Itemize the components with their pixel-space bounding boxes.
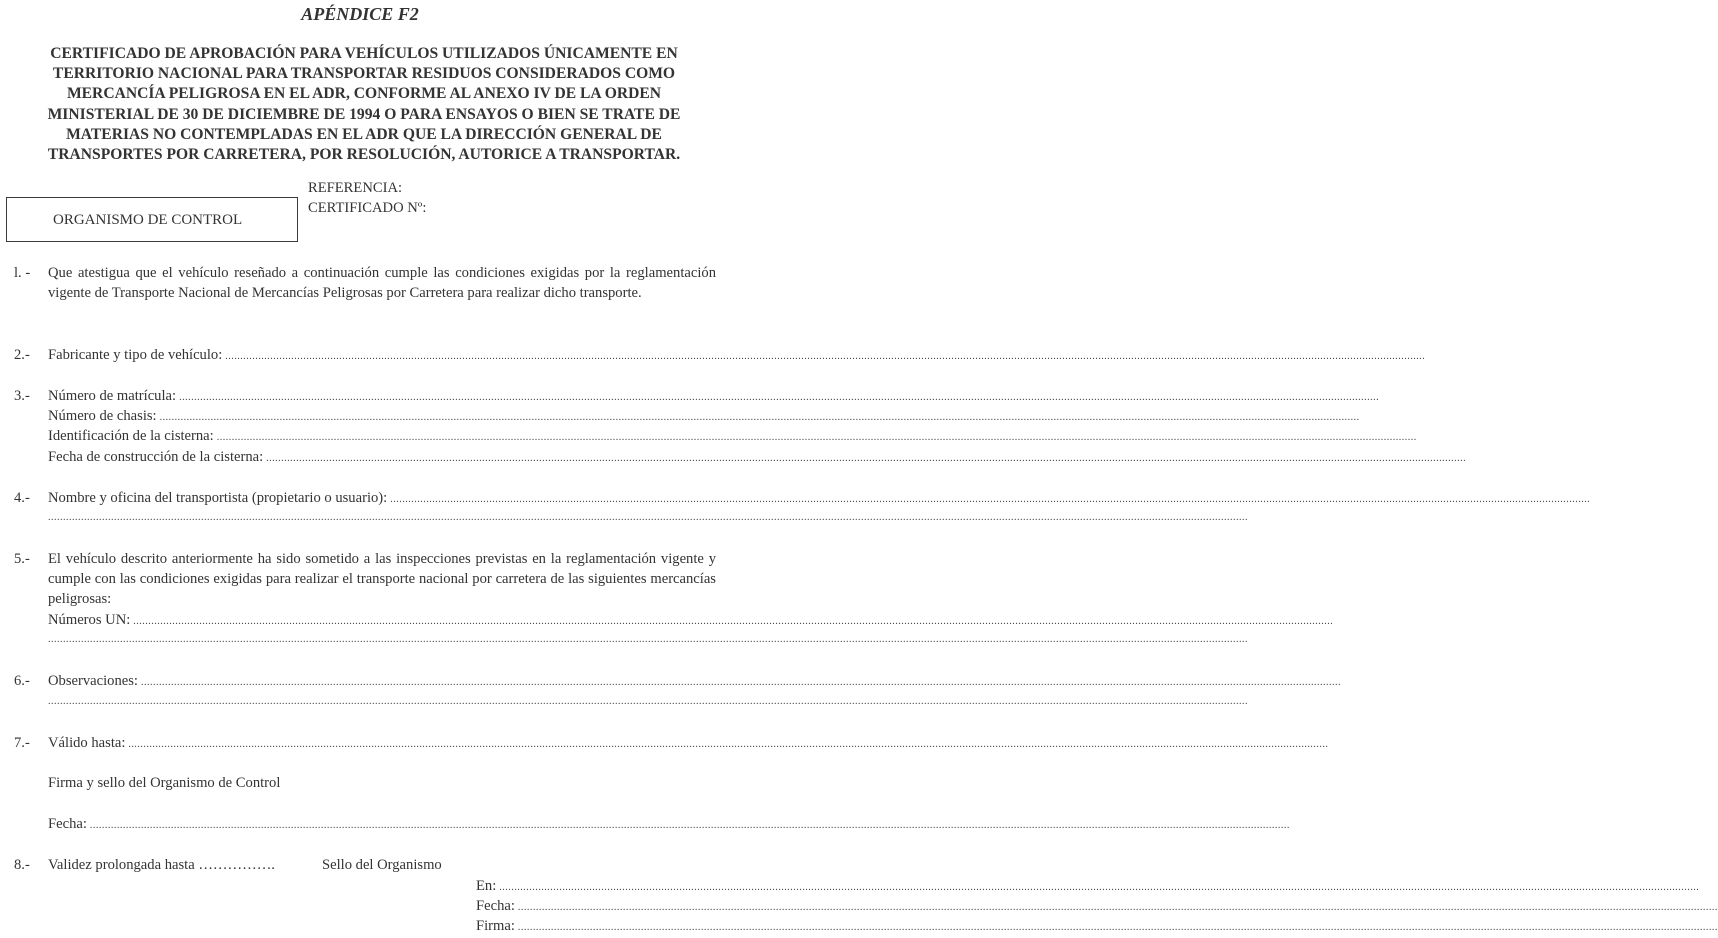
- place-label: En:: [476, 878, 497, 894]
- fill-line: ................................................................................................................................................................................................................................................................................................................................................................................................................: [89, 820, 1290, 831]
- fill-line: ................................................................................................................................................................................................................................................................................................................................................................................................................: [225, 351, 1426, 362]
- manufacturer-field[interactable]: [48, 345, 1426, 367]
- item-1-text: Que atestigua que el vehículo reseñado a continuación cumple las condiciones exigidas por la reglamentación vigente de Transporte Nacional de Mercancías Peligrosas por Carretera para realizar dicho transporte.: [48, 265, 716, 302]
- registration-field[interactable]: [48, 386, 1380, 408]
- signature-field[interactable]: [476, 916, 1718, 938]
- fill-line: ................................................................................................................................................................................................................................................................................................................................................................................................................: [499, 882, 1700, 893]
- tank-date-label: Fecha de construcción de la cisterna:: [48, 449, 264, 465]
- heading-line: TRANSPORTES POR CARRETERA, POR RESOLUCIÓN, AUTORICE A TRANSPORTAR.: [47, 146, 681, 164]
- fill-line: ................................................................................................................................................................................................................................................................................................................................................................................................................: [216, 432, 1417, 443]
- fill-line: ................................................................................................................................................................................................................................................................................................................................................................................................................: [128, 739, 1329, 750]
- document-title: APÉNDICE F2: [301, 4, 419, 24]
- certificate-number-label: CERTIFICADO Nº:: [308, 200, 427, 216]
- fill-line: ................................................................................................................................................................................................................................................................................................................................................................................................................: [48, 696, 1248, 707]
- item-number: 7.-: [14, 735, 30, 751]
- un-numbers-field[interactable]: [48, 610, 1334, 632]
- valid-until-field[interactable]: [48, 733, 1329, 755]
- signature-label: Firma:: [476, 918, 515, 934]
- tank-id-field[interactable]: [48, 426, 1417, 448]
- heading-line: MERCANCÍA PELIGROSA EN EL ADR, CONFORME AL ANEXO IV DE LA ORDEN: [66, 85, 662, 103]
- fill-line: ................................................................................................................................................................................................................................................................................................................................................................................................................: [140, 677, 1341, 688]
- heading-line: MINISTERIAL DE 30 DE DICIEMBRE DE 1994 O PARA ENSAYOS O BIEN SE TRATE DE: [47, 105, 681, 123]
- fill-line: ................................................................................................................................................................................................................................................................................................................................................................................................................: [48, 512, 1248, 523]
- un-numbers-field-continued[interactable]: [48, 630, 1248, 650]
- fill-line: ................................................................................................................................................................................................................................................................................................................................................................................................................: [133, 616, 1334, 627]
- heading-line: MATERIAS NO CONTEMPLADAS EN EL ADR QUE LA DIRECCIÓN GENERAL DE: [66, 125, 662, 143]
- registration-label: Número de matrícula:: [48, 388, 177, 404]
- item-number: 2.-: [14, 347, 30, 363]
- carrier-label: Nombre y oficina del transportista (propietario o usuario):: [48, 490, 388, 506]
- tank-id-label: Identificación de la cisterna:: [48, 428, 214, 444]
- carrier-field-continued[interactable]: [48, 508, 1248, 528]
- reference-label: REFERENCIA:: [308, 180, 403, 196]
- date-label: Fecha:: [48, 816, 87, 832]
- place-field[interactable]: [476, 876, 1700, 898]
- item-number: 5.-: [14, 551, 30, 567]
- chassis-field[interactable]: [48, 406, 1360, 428]
- signature-stamp-label: Firma y sello del Organismo de Control: [48, 775, 281, 791]
- fill-line: ................................................................................................................................................................................................................................................................................................................................................................................................................: [48, 634, 1248, 645]
- manufacturer-label: Fabricante y tipo de vehículo:: [48, 347, 223, 363]
- observations-field-continued[interactable]: [48, 692, 1248, 712]
- un-numbers-label: Números UN:: [48, 612, 131, 628]
- fill-line: ................................................................................................................................................................................................................................................................................................................................................................................................................: [159, 412, 1360, 423]
- valid-until-label: Válido hasta:: [48, 735, 126, 751]
- heading-line: TERRITORIO NACIONAL PARA TRANSPORTAR RESIDUOS CONSIDERADOS COMO: [52, 65, 676, 83]
- extension-date-field[interactable]: [476, 896, 1718, 918]
- fill-line: ................................................................................................................................................................................................................................................................................................................................................................................................................: [390, 494, 1591, 505]
- fill-line: ................................................................................................................................................................................................................................................................................................................................................................................................................: [517, 902, 1718, 913]
- carrier-field[interactable]: [48, 488, 1591, 510]
- control-organism-box: [6, 197, 298, 242]
- chassis-label: Número de chasis:: [48, 408, 157, 424]
- item-number: 3.-: [14, 388, 30, 404]
- heading-line: CERTIFICADO DE APROBACIÓN PARA VEHÍCULOS UTILIZADOS ÚNICAMENTE EN: [50, 45, 678, 62]
- control-organism-label: ORGANISMO DE CONTROL: [53, 212, 243, 228]
- observations-label: Observaciones:: [48, 673, 138, 689]
- certificate-heading: [14, 44, 714, 165]
- tank-date-field[interactable]: [48, 447, 1467, 469]
- item-number: 4.-: [14, 490, 30, 506]
- extended-validity-field[interactable]: Validez prolongada hasta …………….: [48, 857, 275, 873]
- item-5-text: El vehículo descrito anteriormente ha sido sometido a las inspecciones previstas en la reglamentación vigente y cumple con las condiciones exigidas para realizar el transporte nacional por carretera de las siguientes mercancías peligrosas:: [48, 551, 716, 608]
- date-field[interactable]: [48, 814, 1290, 836]
- item-number: l. -: [14, 265, 31, 281]
- fill-line: ................................................................................................................................................................................................................................................................................................................................................................................................................: [266, 453, 1467, 464]
- fill-line: ................................................................................................................................................................................................................................................................................................................................................................................................................: [179, 392, 1380, 403]
- observations-field[interactable]: [48, 671, 1341, 693]
- organism-stamp-label: Sello del Organismo: [322, 857, 442, 873]
- fill-line: ................................................................................................................................................................................................................................................................................................................................................................................................................: [517, 922, 1718, 933]
- item-number: 8.-: [14, 857, 30, 873]
- extension-date-label: Fecha:: [476, 898, 515, 914]
- item-number: 6.-: [14, 673, 30, 689]
